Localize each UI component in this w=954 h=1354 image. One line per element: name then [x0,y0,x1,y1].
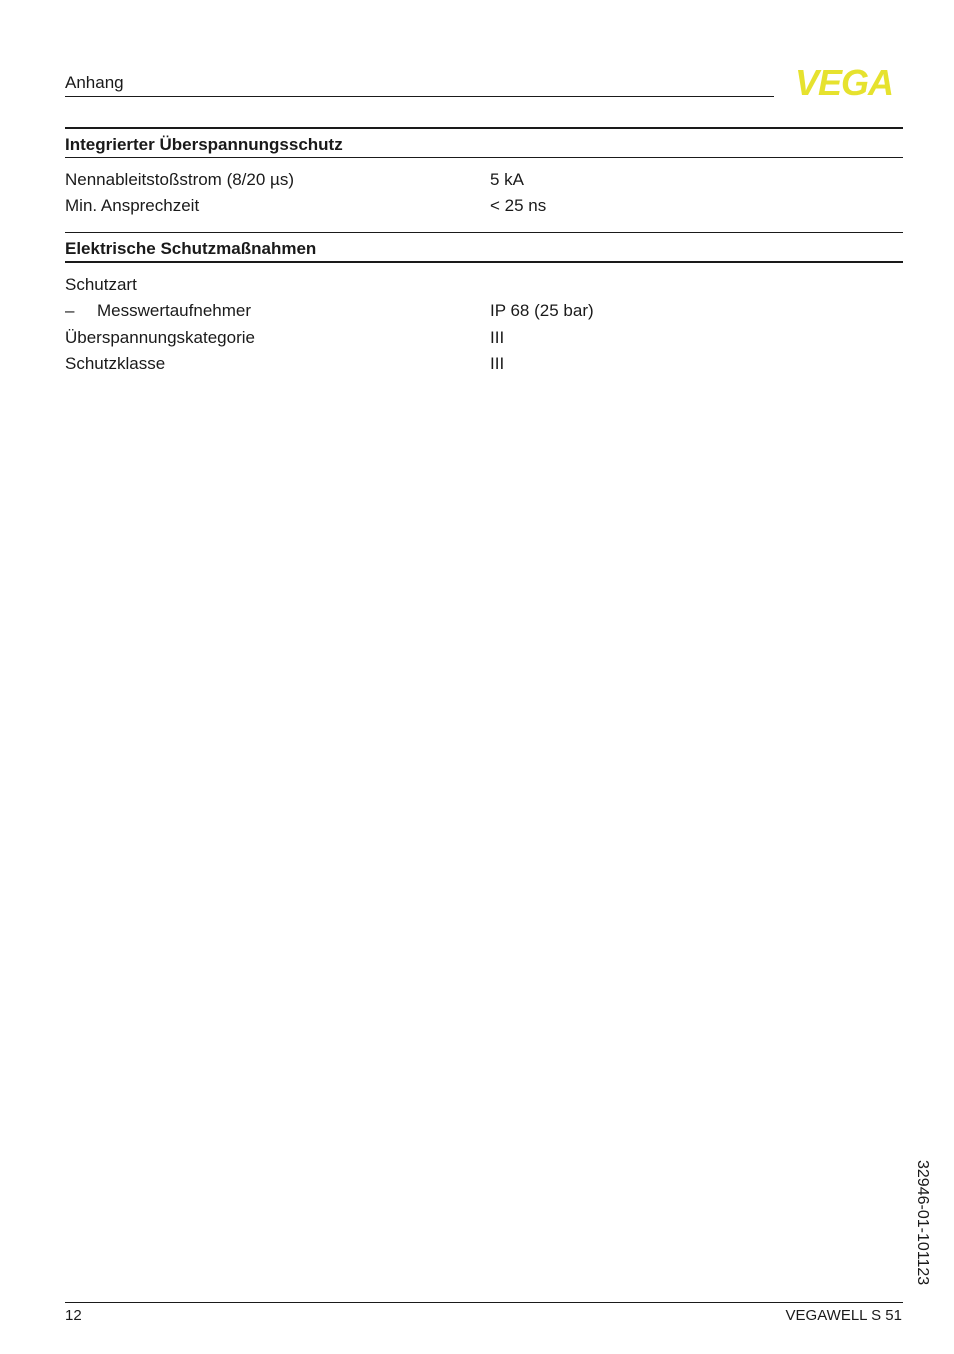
spec-value: III [490,328,505,347]
document-code-text: 32946-01-101123 [914,1160,931,1286]
spec-label: Überspannungskategorie [65,328,255,347]
spec-row [65,351,903,377]
page-number: 12 [65,1307,82,1324]
product-name: VEGAWELL S 51 [785,1307,902,1324]
spec-row [65,167,903,193]
spec-label: Nennableitstoßstrom (8/20 µs) [65,170,294,189]
header-section-label: Anhang [65,73,124,92]
section-schutzmassnahmen [65,232,903,377]
section-ueberspannungsschutz [65,127,903,219]
spec-row [65,298,903,324]
header-rule [65,96,774,97]
document-code [912,1160,932,1306]
section-title: Elektrische Schutzmaßnahmen [65,232,903,263]
spec-label: Schutzklasse [65,354,166,373]
list-dash: – [65,301,75,320]
spec-row [65,272,903,298]
spec-value: 5 kA [490,170,525,189]
footer-rule [65,1302,903,1303]
spec-row [65,325,903,351]
spec-value: III [490,354,505,373]
spec-value: < 25 ns [490,196,547,215]
spec-label: Messwertaufnehmer [97,301,252,320]
vega-logo-text: VEGA [794,64,894,98]
spec-label: Min. Ansprechzeit [65,196,200,215]
section-title: Integrierter Überspannungsschutz [65,127,903,158]
spec-label: Schutzart [65,275,137,294]
vega-logo [784,64,904,98]
spec-row [65,193,903,219]
spec-value: IP 68 (25 bar) [490,301,594,320]
